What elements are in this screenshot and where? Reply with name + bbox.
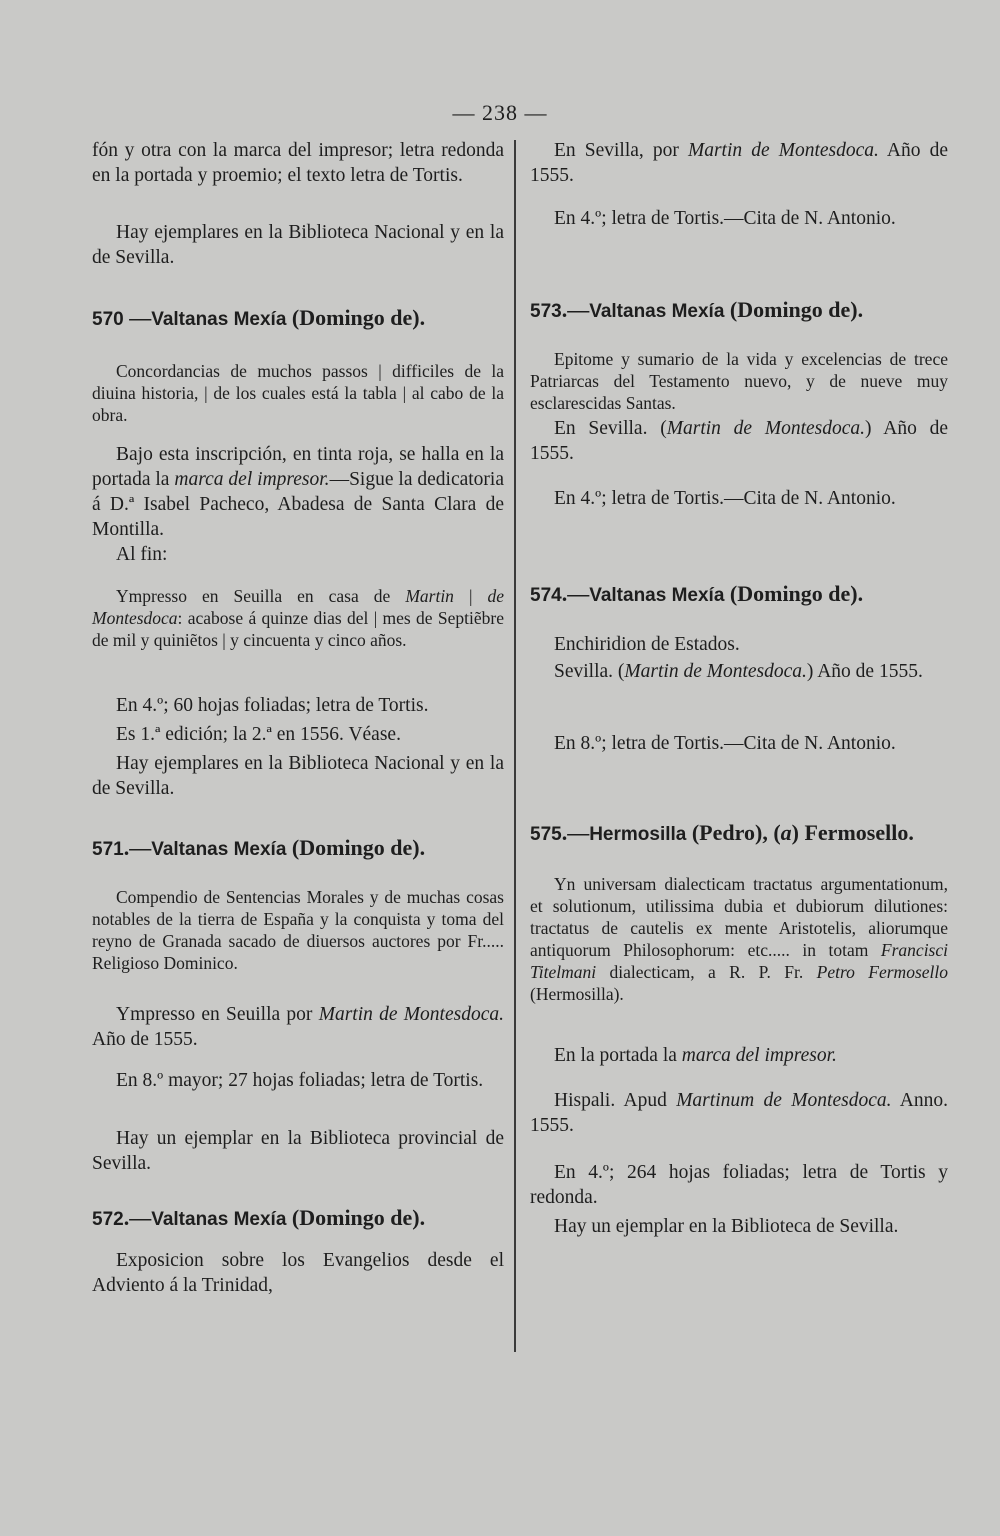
title-italic-2: Petro Fermosello <box>816 962 948 982</box>
author-rest: (Pedro), ( <box>686 820 781 845</box>
entry-title-574: Enchiridion de Estados. <box>554 634 740 655</box>
format-574: En 8.º; letra de Tortis.—Cita de N. Antonio. <box>554 733 896 754</box>
imprint-year: ) Año de 1555. <box>806 661 923 682</box>
format-571: En 8.º mayor; 27 hojas foliadas; letra de Tortis. <box>116 1070 484 1091</box>
entry-number: 572 <box>92 1209 124 1230</box>
imprint-year: Año de 1555. <box>530 140 948 186</box>
entry-number: 575 <box>530 824 562 845</box>
imprint-573 <box>530 416 948 466</box>
holdings-575: Hay un ejemplar en la Biblioteca de Sevilla. <box>554 1216 899 1237</box>
format-570: En 4.º; 60 hojas foliadas; letra de Tortis. <box>116 695 429 716</box>
entry-title-571: Compendio de Sentencias Morales y de muchas cosas notables de la tierra de España y la conquista y toma del reyno de Granada sacado de diuersos auctores por Fr..... Religioso Dominico. <box>92 887 504 973</box>
printer-name: Martinum de Montesdoca. <box>676 1090 892 1111</box>
format-572: En 4.º; letra de Tortis.—Cita de N. Antonio. <box>554 208 896 229</box>
imprint-575 <box>530 1088 948 1138</box>
author-name: Valtanas Mexía <box>589 585 725 606</box>
imprint-year: Año de 1555. <box>92 1029 198 1050</box>
entry-heading-573 <box>530 296 948 326</box>
entry-title-575 <box>530 873 948 1027</box>
imprint-text: Ympresso en Seuilla por <box>116 1004 319 1025</box>
imprint-text: En Sevilla. ( <box>554 418 667 439</box>
title-text-3: (Hermosilla). <box>530 984 624 1004</box>
cover-text: En la portada la <box>554 1045 682 1066</box>
colophon-text: Ympresso en Seuilla en casa de <box>116 586 406 606</box>
author-alias-marker: a <box>780 820 792 845</box>
imprint-text: En Sevilla, por <box>554 140 688 161</box>
continued-paragraph: fón y otra con la marca del impresor; letra redonda en la portada y proemio; el texto letra de Tortis. <box>92 140 504 186</box>
imprint-year: ) Año de 1555. <box>530 418 948 464</box>
entry-title-573: Epitome y sumario de la vida y excelencias de trece Patriarcas del Testamento nuevo, y de nueve muy esclarescidas Santas. <box>530 349 948 413</box>
note-text-2: —Sigue la dedicatoria á D.ª Isabel Pacheco, Abadesa de Santa Clara de Montilla. <box>92 469 505 540</box>
holdings-571: Hay un ejemplar en la Biblioteca provincial de Sevilla. <box>92 1128 504 1174</box>
entry-dash: — <box>123 305 152 330</box>
colophon-sep: | <box>453 586 488 606</box>
author-name: Hermosilla <box>589 824 687 845</box>
edition-570: Es 1.ª edición; la 2.ª en 1556. Véase. <box>116 724 401 745</box>
holdings-note: Hay ejemplares en la Biblioteca Nacional y en la de Sevilla. <box>92 222 504 268</box>
colophon-italic-1: Martin <box>405 586 454 606</box>
imprint-text: Hispali. Apud <box>554 1090 677 1111</box>
format-575: En 4.º; 264 hojas foliadas; letra de Tortis y redonda. <box>530 1162 948 1208</box>
entry-note-570 <box>92 442 504 542</box>
entry-heading-575 <box>530 819 948 849</box>
format-573: En 4.º; letra de Tortis.—Cita de N. Antonio. <box>554 488 896 509</box>
entry-dash: .— <box>561 820 590 845</box>
entry-heading-574 <box>530 580 948 610</box>
title-text: Yn universam dialecticam tractatus argumentationum, et solutionum, utilissima dubia et dubiorum dilutiones: tractatus de cautelis ex mente Aristotelis, aliorumque antiquorum Philosophorum: etc..... in totam <box>530 874 948 960</box>
left-column <box>92 138 504 1298</box>
note-text: Bajo esta inscripción, en tinta roja, se halla en la portada la <box>92 444 504 490</box>
author-rest: (Domingo de). <box>724 581 864 606</box>
entry-heading-571 <box>92 834 504 864</box>
holdings-570: Hay ejemplares en la Biblioteca Nacional y en la de Sevilla. <box>92 753 504 799</box>
imprint-571 <box>92 1002 504 1052</box>
page-number: — 238 — <box>452 100 548 125</box>
entry-title-572: Exposicion sobre los Evangelios desde el Adviento á la Trinidad, <box>92 1250 504 1296</box>
entry-dash: .— <box>561 297 590 322</box>
author-rest: (Domingo de). <box>286 835 426 860</box>
entry-number: 570 <box>92 309 124 330</box>
colophon-text-2: : acabose á quinze dias del | mes de Septiẽbre de mil y quiniẽtos | y cincuenta y cinco años. <box>92 608 504 650</box>
entry-number: 574 <box>530 585 562 606</box>
cover-note-575 <box>530 1043 948 1068</box>
entry-number: 573 <box>530 301 562 322</box>
colophon-570 <box>92 585 504 673</box>
right-column <box>530 138 948 1264</box>
author-name: Valtanas Mexía <box>151 839 287 860</box>
imprint-text: Sevilla. ( <box>554 661 625 682</box>
title-text-2: dialecticam, a R. P. Fr. <box>596 962 817 982</box>
imprint-574 <box>530 659 948 709</box>
entry-title-570: Concordancias de muchos passos | difficiles de la diuina historia, | de los cuales está la tabla | al cabo de la obra. <box>92 361 504 425</box>
author-name: Valtanas Mexía <box>589 301 725 322</box>
author-name: Valtanas Mexía <box>151 1209 287 1230</box>
printer-name: Martin de Montesdoca. <box>687 140 879 161</box>
column-divider <box>514 140 516 1352</box>
cover-italic: marca del impresor. <box>681 1045 837 1066</box>
entry-dash: .— <box>123 1205 152 1230</box>
entry-number: 571 <box>92 839 124 860</box>
entry-heading-570 <box>92 304 504 334</box>
title-italic-1: Francisci Titelmani <box>530 940 948 982</box>
author-name: Valtanas Mexía <box>151 309 287 330</box>
entry-dash: .— <box>123 835 152 860</box>
author-rest: (Domingo de). <box>286 305 426 330</box>
entry-heading-572 <box>92 1204 504 1234</box>
entry-dash: .— <box>561 581 590 606</box>
printer-name: Martin de Montesdoca. <box>666 418 866 439</box>
printer-name: Martin de Montesdoca. <box>624 661 807 682</box>
author-rest: (Domingo de). <box>724 297 864 322</box>
imprint-year: Anno. 1555. <box>530 1090 948 1136</box>
author-rest: (Domingo de). <box>286 1205 426 1230</box>
colophon-label: Al fin: <box>116 544 168 565</box>
imprint-572 <box>530 138 948 188</box>
printer-name: Martin de Montesdoca. <box>318 1004 504 1025</box>
author-alias: ) Fermosello. <box>791 820 914 845</box>
colophon-italic-2: de Montesdoca <box>92 586 504 628</box>
note-italic: marca del impresor. <box>174 469 330 490</box>
